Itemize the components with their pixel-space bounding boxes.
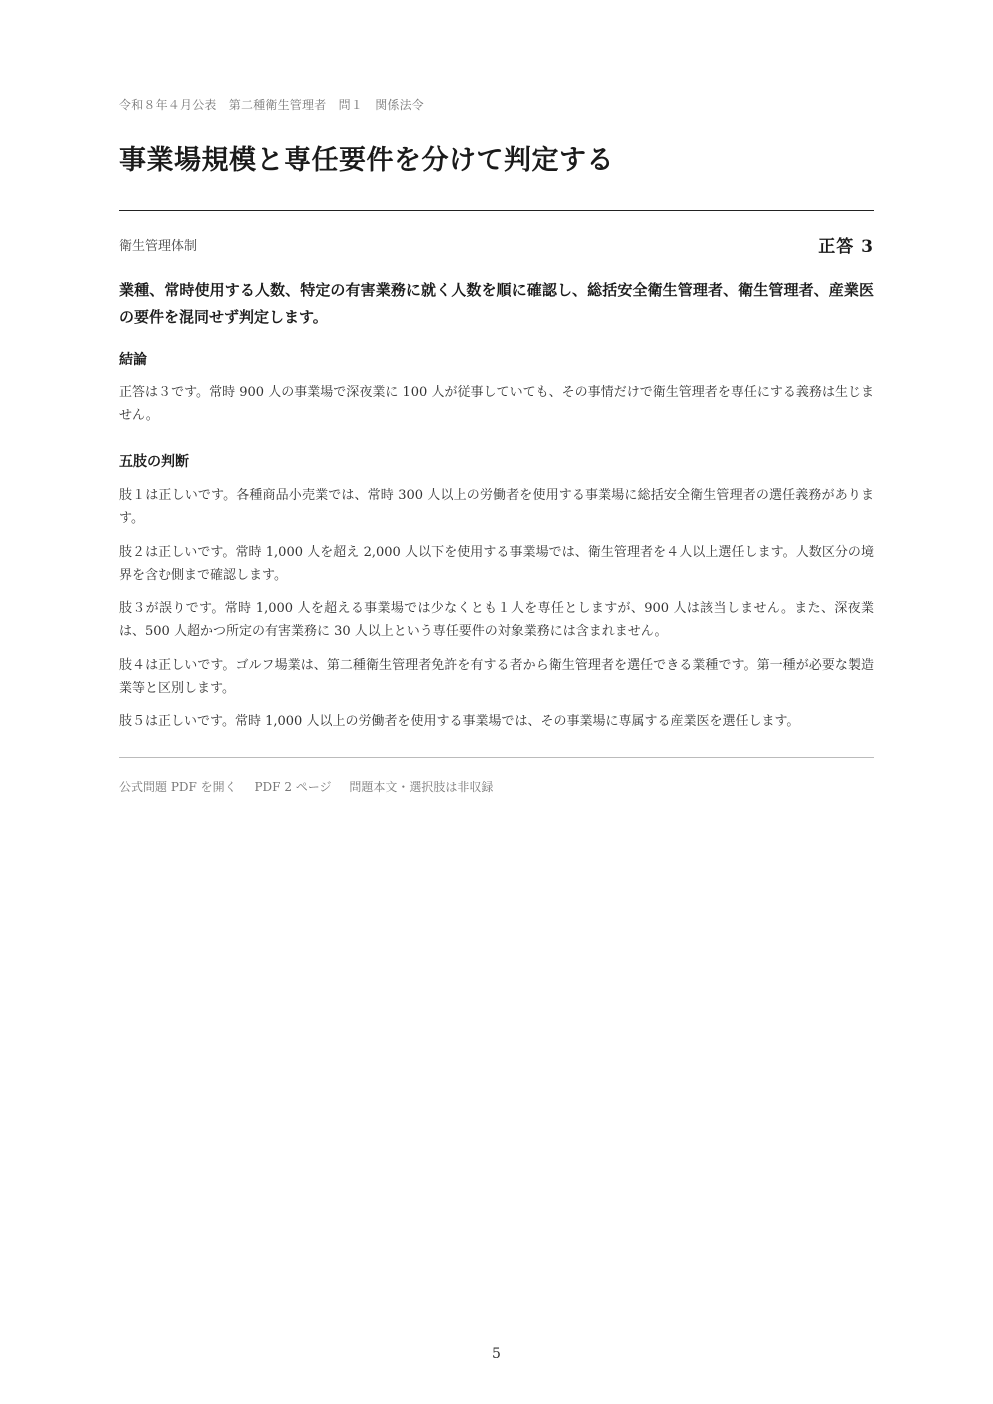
conclusion-heading: 結論 xyxy=(119,352,147,368)
breadcrumb: 令和８年４月公表 第二種衛生管理者 問１ 関係法令 xyxy=(119,98,425,112)
option-item-3: 肢３が誤りです。常時 1,000 人を超える事業場では少なくとも１人を専任としますが、900 人は該当しません。また、深夜業は、500 人超かつ所定の有害業務に 30 人以上という専任要件の対象業務には含まれません。 xyxy=(119,601,874,639)
option-item-5: 肢５は正しいです。常時 1,000 人以上の労働者を使用する事業場では、その事業場に専属する産業医を選任します。 xyxy=(119,714,800,729)
option-item-2: 肢２は正しいです。常時 1,000 人を超え 2,000 人以下を使用する事業場では、衛生管理者を４人以上選任します。人数区分の境界を含む側まで確認します。 xyxy=(119,545,874,583)
footer-divider xyxy=(119,757,874,758)
meta-row xyxy=(119,232,874,256)
lead-summary: 業種、常時使用する人数、特定の有害業務に就く人数を順に確認し、総括安全衛生管理者、衛生管理者、産業医の要件を混同せず判定します。 xyxy=(119,281,874,326)
options-heading: 五肢の判断 xyxy=(119,454,189,470)
pdf-link[interactable]: 公式問題 PDF を開く xyxy=(119,780,237,794)
footer-note: 問題本文・選択肢は非収録 xyxy=(349,780,494,794)
page-title: 事業場規模と専任要件を分けて判定する xyxy=(119,145,614,176)
title-divider xyxy=(119,210,874,211)
option-item-1: 肢１は正しいです。各種商品小売業では、常時 300 人以上の労働者を使用する事業場に総括安全衛生管理者の選任義務があります。 xyxy=(119,488,874,526)
option-item-4: 肢４は正しいです。ゴルフ場業は、第二種衛生管理者免許を有する者から衛生管理者を選任できる業種です。第一種が必要な製造業等と区別します。 xyxy=(119,658,874,696)
category-label: 衛生管理体制 xyxy=(119,239,198,254)
conclusion-text: 正答は３です。常時 900 人の事業場で深夜業に 100 人が従事していても、その事情だけで衛生管理者を専任にする義務は生じません。 xyxy=(119,385,874,423)
pdf-page-label: PDF 2 ページ xyxy=(254,780,332,794)
answer-label: 正答 3 xyxy=(818,237,874,257)
page-number: 5 xyxy=(492,1346,501,1362)
footer-links xyxy=(119,778,507,795)
